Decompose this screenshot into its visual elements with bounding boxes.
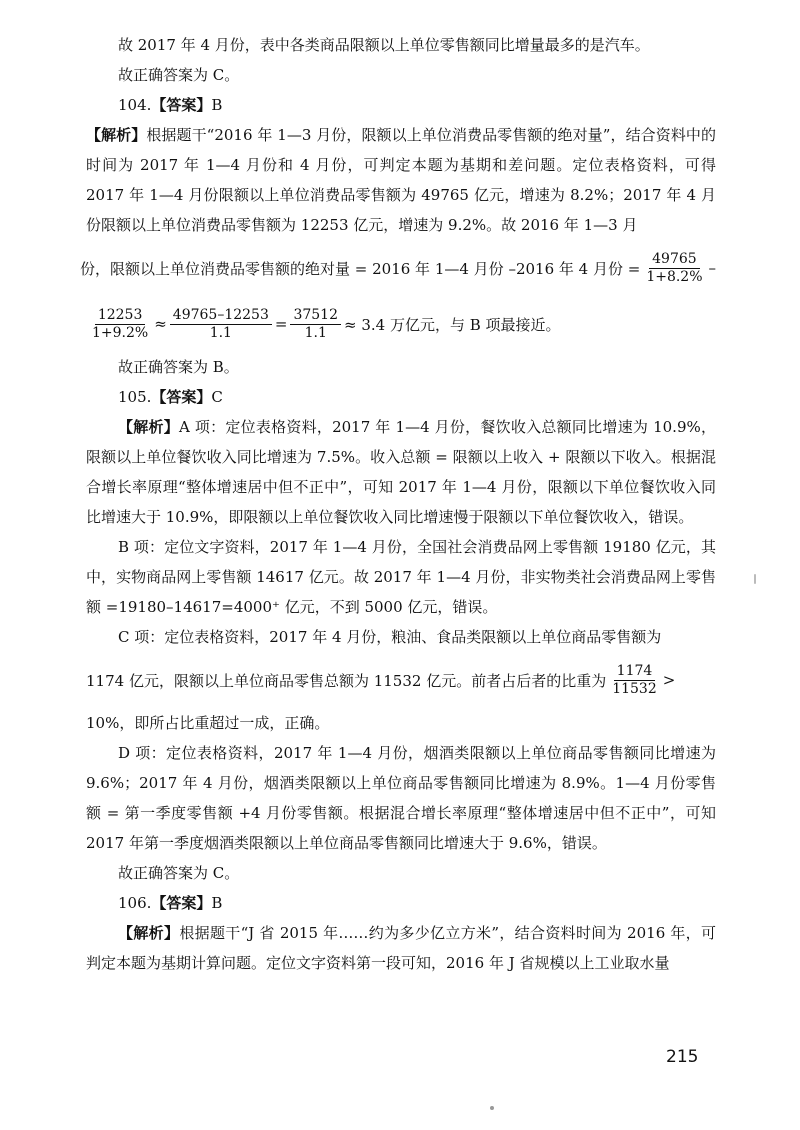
answer-heading-104 (86, 90, 716, 120)
answer-heading-106 (86, 888, 716, 918)
answer-tag: 【答案】 (151, 96, 212, 114)
equation-text: 份，限额以上单位消费品零售额的绝对量 = 2016 年 1—4 月份 –2016 年 4 月份 = (80, 259, 641, 278)
question-number: 105. (118, 388, 152, 406)
analysis-paragraph (86, 918, 716, 978)
fraction (290, 307, 341, 342)
equation-line-1 (80, 240, 716, 296)
answer-tag: 【答案】 (151, 894, 212, 912)
fraction-denominator: 1.1 (304, 324, 327, 341)
text-line: 故 2017 年 4 月份，表中各类商品限额以上单位零售额同比增量最多的是汽车。 (118, 36, 650, 54)
option-c-text: 10%，即所占比重超过一成，正确。 (86, 714, 330, 732)
fraction (643, 251, 705, 286)
answer-conclusion: 故正确答案为 B。 (118, 358, 239, 376)
fraction (170, 307, 272, 342)
fraction-denominator: 1.1 (209, 324, 232, 341)
analysis-tag: 【解析】 (118, 418, 179, 436)
operator: ≈ (154, 315, 167, 333)
answer-value: B (211, 894, 223, 912)
option-c-text: C 项：定位表格资料，2017 年 4 月份，粮油、食品类限额以上单位商品零售额为 (118, 628, 662, 646)
scan-speck (754, 574, 756, 584)
page-content (80, 30, 717, 978)
answer-value: B (211, 96, 223, 114)
analysis-tag: 【解析】 (86, 126, 147, 144)
answer-value: C (211, 388, 223, 406)
analysis-tag: 【解析】 (118, 924, 180, 942)
operator: = (274, 315, 288, 333)
question-number: 104. (118, 96, 152, 114)
fraction-numerator: 12253 (95, 307, 146, 325)
fraction-numerator: 49765 (649, 251, 700, 269)
equation-text: ≈ 3.4 万亿元，与 B 项最接近。 (344, 315, 561, 334)
option-b-text: B 项：定位文字资料，2017 年 1—4 月份，全国社会消费品网上零售额 19180 亿元，其中，实物商品网上零售额 14617 亿元。故 2017 年 1—4 月份，非实物类社会消费品网上零售额 =19180–14617=4000⁺ 亿元，不到 5000 亿元，错误。 (86, 538, 716, 616)
operator: – (708, 259, 717, 277)
analysis-paragraph (86, 120, 716, 240)
fraction (89, 307, 151, 342)
option-a-text: A 项：定位表格资料，2017 年 1—4 月份，餐饮收入总额同比增速为 10.9%，限额以上单位餐饮收入同比增速为 7.5%。收入总额 = 限额以上收入 + 限额以下收入。根据混合增长率原理“整体增速居中但不正中”，可知 2017 年 1—4 月份，限额以下单位餐饮收入同比增速大于 10.9%，即限额以上单位餐饮收入同比增速慢于限额以下单位餐饮收入，错误。 (86, 418, 716, 526)
fraction-numerator: 1174 (614, 663, 656, 681)
analysis-text: 根据题干“2016 年 1—3 月份，限额以上单位消费品零售额的绝对量”，结合资料中的时间为 2017 年 1—4 月份和 4 月份，可判定本题为基期和差问题。定位表格资料，可得 2017 年 1—4 月份限额以上单位消费品零售额为 49765 亿元，增速为 8.2%；2017 年 4 月份限额以上单位消费品零售额为 12253 亿元，增速为 9.2%。故 2016 年 1—3 月 (86, 126, 716, 234)
option-d-text: D 项：定位表格资料，2017 年 1—4 月份，烟酒类限额以上单位商品零售额同比增速为 9.6%；2017 年 4 月份，烟酒类限额以上单位商品零售额同比增速为 8.9%。1—4 月份零售额 = 第一季度零售额 +4 月份零售额。根据混合增长率原理“整体增速居中但不正中”，可知 2017 年第一季度烟酒类限额以上单位商品零售额同比增速大于 9.6%，错误。 (86, 744, 716, 852)
fraction-denominator: 1+9.2% (92, 324, 149, 341)
fraction-numerator: 37512 (290, 307, 341, 325)
operator: > (662, 671, 676, 689)
fraction (609, 663, 660, 698)
question-number: 106. (118, 894, 152, 912)
scan-speck (490, 1106, 494, 1110)
answer-conclusion: 故正确答案为 C。 (118, 66, 240, 84)
fraction-denominator: 1+8.2% (646, 268, 703, 285)
answer-conclusion: 故正确答案为 C。 (118, 864, 240, 882)
equation-line-2 (86, 296, 716, 352)
page-number: 215 (666, 1047, 699, 1067)
option-c-fraction-line (86, 652, 716, 708)
analysis-paragraph (86, 412, 716, 532)
option-c-text: 1174 亿元，限额以上单位商品零售总额为 11532 亿元。前者占后者的比重为 (86, 671, 607, 690)
answer-tag: 【答案】 (151, 388, 212, 406)
analysis-text: 根据题干“J 省 2015 年……约为多少亿立方米”，结合资料时间为 2016 年，可判定本题为基期计算问题。定位文字资料第一段可知，2016 年 J 省规模以上工业取水量 (86, 924, 716, 972)
answer-heading-105 (86, 382, 716, 412)
fraction-numerator: 49765–12253 (170, 307, 272, 325)
fraction-denominator: 11532 (612, 680, 657, 697)
